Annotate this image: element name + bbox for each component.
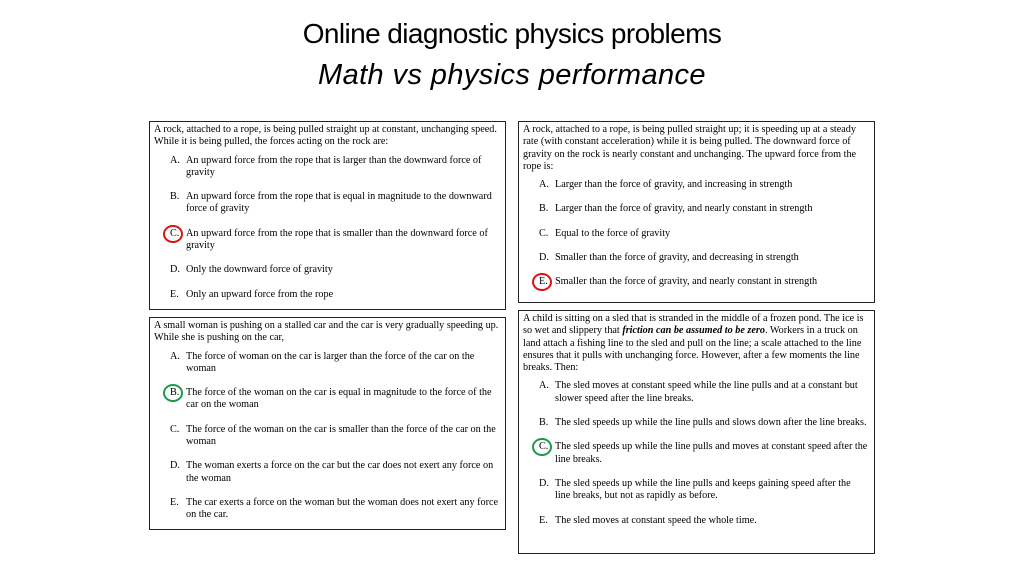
answer-option — [523, 228, 868, 240]
option-letter: D. — [539, 477, 549, 489]
option-text: Smaller than the force of gravity, and nearly constant in strength — [555, 276, 818, 288]
option-text: The force of the woman on the car is smaller than the force of the car on the woman — [186, 423, 496, 448]
answer-option — [523, 478, 868, 503]
option-text: The car exerts a force on the woman but the woman does not exert any force on the car. — [186, 496, 499, 521]
option-text: The woman exerts a force on the car but the car does not exert any force on the woman — [186, 460, 494, 484]
problem-stem: A rock, attached to a rope, is being pulled straight up; it is speeding up at a steady rate (with constant acceleration) while it is being pulled. The downward force of gravity on the rock is nearly constant and unchanging. The upward force from the rope is: — [523, 124, 857, 172]
option-text: Equal to the force of gravity — [555, 227, 671, 239]
option-text: The sled moves at constant speed while the line pulls and at a constant but slower speed after the line breaks. — [555, 380, 858, 404]
answer-option-selected — [523, 276, 868, 288]
option-letter: A. — [539, 179, 549, 191]
answer-option — [523, 515, 868, 527]
option-letter: E. — [539, 276, 548, 288]
answer-option — [154, 191, 499, 216]
answer-option — [523, 380, 868, 405]
answer-option — [154, 155, 499, 180]
option-text: An upward force from the rope that is smaller than the downward force of gravity — [186, 227, 488, 252]
option-letter: B. — [539, 417, 549, 429]
option-letter: C. — [539, 227, 549, 239]
option-letter: C. — [170, 423, 180, 435]
option-text: The sled moves at constant speed the whole time. — [555, 514, 757, 526]
option-letter: B. — [170, 387, 180, 399]
option-text: The sled speeds up while the line pulls and slows down after the line breaks. — [555, 417, 867, 429]
option-letter: B. — [170, 191, 180, 203]
option-text: Only an upward force from the rope — [186, 288, 334, 300]
option-letter: E. — [170, 496, 179, 508]
problem-panel-rock-accelerating — [518, 121, 875, 303]
stem-text: . Workers in a truck on land attach a fishing line to the sled and pull on the line; a scale attached to the line ensures that it pulls with unchanging force. However, after a few moments the line breaks. Then: — [523, 325, 862, 374]
option-letter: D. — [170, 460, 180, 472]
slide-title: Online diagnostic physics problems — [302, 18, 722, 49]
problem-stem: A small woman is pushing on a stalled car and the car is very gradually speeding up. While she is pushing on the car, — [154, 320, 499, 344]
problem-panel-woman-pushing-car — [149, 317, 506, 530]
answer-option — [154, 424, 499, 449]
answer-option — [154, 264, 499, 276]
option-letter: E. — [170, 288, 179, 300]
answer-option — [523, 203, 868, 215]
answer-option — [154, 289, 499, 301]
option-letter: A. — [170, 154, 180, 166]
option-text: An upward force from the rope that is larger than the downward force of gravity — [186, 154, 482, 178]
slide-subtitle: Math vs physics performance — [318, 59, 706, 91]
option-text: The force of woman on the car is larger than the force of the car on the woman — [186, 350, 475, 374]
answer-option — [154, 460, 499, 485]
option-text: Only the downward force of gravity — [186, 264, 333, 276]
stem-text: A child is sitting on a sled that is stranded in the middle of a frozen pond. The ice is so wet and slippery that — [523, 313, 864, 337]
option-letter: E. — [539, 514, 548, 526]
option-letter: A. — [170, 350, 180, 362]
answer-option — [154, 497, 499, 522]
option-text: An upward force from the rope that is equal in magnitude to the downward force of gravity — [186, 191, 492, 215]
problem-panel-rock-constant-speed — [149, 121, 506, 310]
answer-option-selected — [523, 441, 868, 466]
problem-stem — [523, 313, 868, 374]
answer-option-selected — [154, 387, 499, 412]
problem-stem: A rock, attached to a rope, is being pulled straight up at constant, unchanging speed. While it is being pulled, the forces acting on the rock are: — [154, 124, 497, 148]
answer-option — [523, 252, 868, 264]
option-text: The sled speeds up while the line pulls and moves at constant speed after the line breaks. — [555, 441, 868, 465]
option-letter: B. — [539, 203, 549, 215]
stem-emphasis: friction can be assumed to be zero — [622, 325, 765, 337]
option-letter: D. — [170, 264, 180, 276]
option-letter: C. — [539, 441, 549, 453]
option-text: The force of the woman on the car is equal in magnitude to the force of the car on the woman — [186, 387, 492, 411]
answer-option — [154, 351, 499, 376]
option-text: Larger than the force of gravity, and increasing in strength — [555, 179, 793, 191]
answer-option — [523, 417, 868, 429]
answer-option-selected — [154, 228, 499, 253]
problem-panel-sled-on-ice — [518, 310, 875, 554]
option-text: Larger than the force of gravity, and nearly constant in strength — [555, 203, 813, 215]
answer-option — [523, 179, 868, 191]
option-text: The sled speeds up while the line pulls and keeps gaining speed after the line breaks, but not as rapidly as before. — [555, 477, 851, 502]
option-letter: A. — [539, 380, 549, 392]
option-letter: C. — [170, 227, 180, 239]
option-text: Smaller than the force of gravity, and decreasing in strength — [555, 252, 799, 264]
option-letter: D. — [539, 252, 549, 264]
